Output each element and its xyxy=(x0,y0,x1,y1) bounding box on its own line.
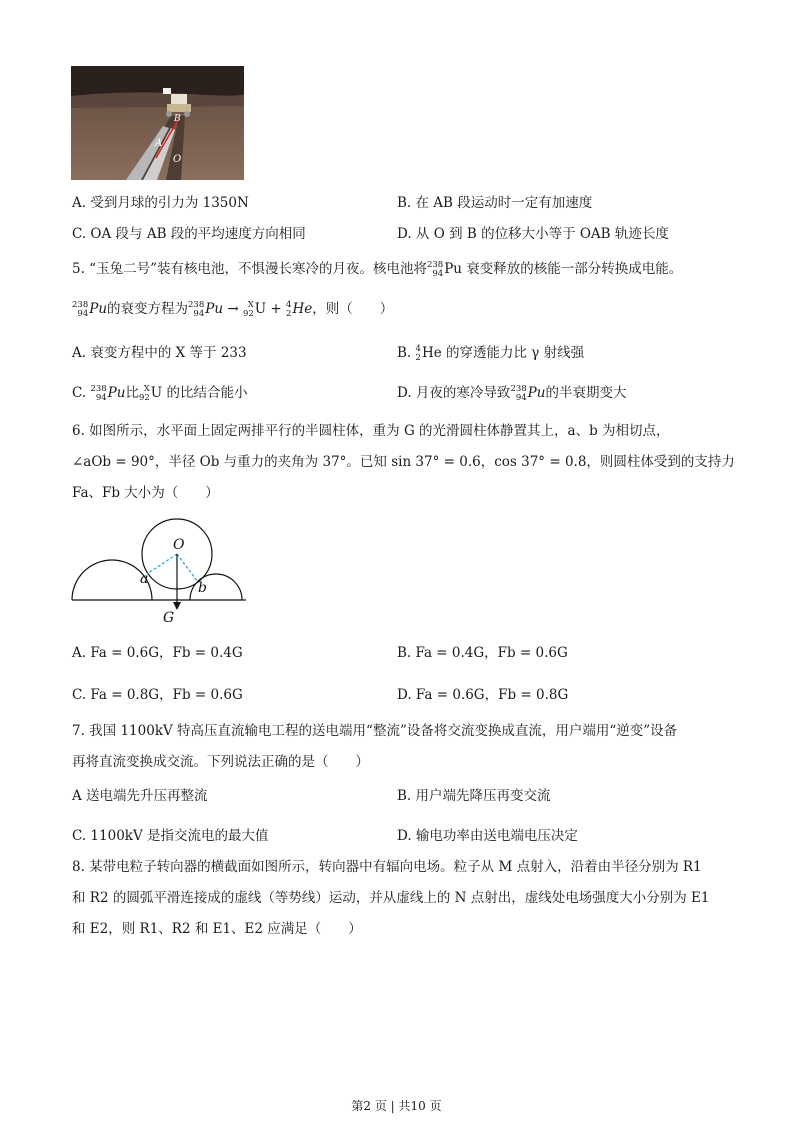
q6-option-a: A. Fa = 0.6G，Fb = 0.4G xyxy=(72,645,243,661)
q7-stem-line2: 再将直流变换成交流。下列说法正确的是（ ） xyxy=(72,754,369,770)
page-footer: 第2 页 | 共10 页 xyxy=(351,1099,442,1113)
figure-label-b: B xyxy=(174,114,181,124)
q5-option-d: D. 月夜的寒冷导致238 94Pu的半衰期变大 xyxy=(397,384,627,403)
label-a: a xyxy=(140,571,149,587)
label-g: G xyxy=(163,610,175,626)
label-b: b xyxy=(198,580,207,596)
q6-stem-line1: 6. 如图所示，水平面上固定两排平行的半圆柱体，重为 G 的光滑圆柱体静置其上，a、b 为相切点， xyxy=(72,423,670,439)
q5-stem-line1: 5. “玉兔二号”装有核电池，不惧漫长寒冷的月夜。核电池将238 94Pu 衰变释放的核能一部分转换成电能。 xyxy=(72,260,683,279)
q8-stem-line3: 和 E2，则 R1、R2 和 E1、E2 应满足（ ） xyxy=(72,921,362,937)
q8-stem-line2: 和 R2 的圆弧平滑连接成的虚线（等势线）运动，并从虚线上的 N 点射出，虚线处电场强度大小分别为 E1 xyxy=(72,890,710,906)
q4-option-d: D. 从 O 到 B 的位移大小等于 OAB 轨迹长度 xyxy=(397,226,669,242)
lunar-rover-photo xyxy=(71,66,244,180)
q6-option-d: D. Fa = 0.6G，Fb = 0.8G xyxy=(397,687,569,703)
q7-option-a: A 送电端先升压再整流 xyxy=(72,788,208,804)
figure-label-a: A xyxy=(155,138,163,149)
label-o: O xyxy=(173,537,185,553)
q7-option-c: C. 1100kV 是指交流电的最大值 xyxy=(72,828,269,844)
q4-option-a: A. 受到月球的引力为 1350N xyxy=(72,195,249,211)
q5-option-c: C. 238 94Pu比 X 92U 的比结合能小 xyxy=(72,384,248,403)
q8-stem-line1: 8. 某带电粒子转向器的横截面如图所示，转向器中有辐向电场。粒子从 M 点射入，沿着由半径分别为 R1 xyxy=(72,859,702,875)
figure-label-o: O xyxy=(173,154,182,165)
q7-option-b: B. 用户端先降压再变交流 xyxy=(397,788,551,804)
q4-option-c: C. OA 段与 AB 段的平均速度方向相同 xyxy=(72,226,306,242)
cylinder-figure xyxy=(70,516,250,628)
q6-stem-line3: Fa、Fb 大小为（ ） xyxy=(72,485,219,501)
q6-option-c: C. Fa = 0.8G，Fb = 0.6G xyxy=(72,687,243,703)
q5-option-b: B. 4 2He 的穿透能力比 γ 射线强 xyxy=(397,344,585,363)
q5-option-a: A. 衰变方程中的 X 等于 233 xyxy=(72,345,247,361)
q7-option-d: D. 输电功率由送电端电压决定 xyxy=(397,828,578,844)
q7-stem-line1: 7. 我国 1100kV 特高压直流输电工程的送电端用“整流”设备将交流变换成直流，用户端用“逆变”设备 xyxy=(72,723,678,739)
q5-stem-line2: 238 94Pu的衰变方程为238 94Pu → X 92U + 4 2He，则（ ） xyxy=(72,300,394,319)
q4-option-b: B. 在 AB 段运动时一定有加速度 xyxy=(397,195,593,211)
q6-stem-line2: ∠aOb = 90°，半径 Ob 与重力的夹角为 37°。已知 sin 37° = 0.6，cos 37° = 0.8，则圆柱体受到的支持力 xyxy=(72,454,735,470)
q6-option-b: B. Fa = 0.4G，Fb = 0.6G xyxy=(397,645,568,661)
